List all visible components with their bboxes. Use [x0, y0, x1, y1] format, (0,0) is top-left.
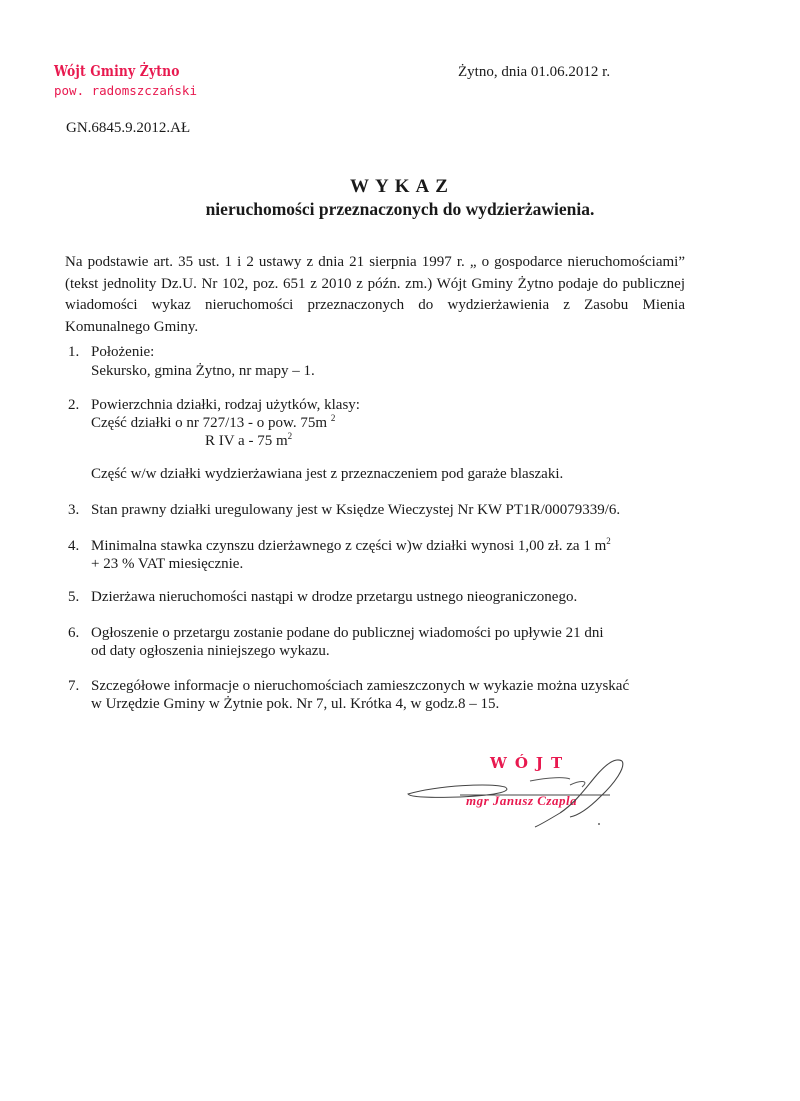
item-line: R IV a - 75 $m^2$ [205, 431, 293, 449]
item-line: Dzierżawa nieruchomości nastąpi w drodze przetargu ustnego nieograniczonego. [91, 589, 578, 605]
stamp-subtitle: pow. radomszczański [54, 83, 197, 98]
item-number: 4. [68, 538, 80, 554]
header-stamp [54, 62, 207, 98]
item-line: Szczegółowe informacje o nieruchomościach zamieszczonych w wykazie można uzyskać [91, 678, 630, 694]
signature-title: WÓJT [490, 754, 571, 772]
document-title: WYKAZ [350, 176, 454, 197]
stamp-title: Wójt Gminy Żytno [54, 62, 180, 80]
signature-name: mgr Janusz Czapla [466, 793, 578, 808]
item-number: 6. [68, 625, 80, 641]
intro-paragraph: Na podstawie art. 35 ust. 1 i 2 ustawy z dnia 21 sierpnia 1997 r. „ o gospodarce nieruchomościami” (tekst jednolity Dz.U. Nr 102, poz. 651 z 2010 z późn. zm.) Wójt Gminy Żytno podaje do publicznej wiadomości wykaz nieruchomości przeznaczonych do wydzierżawienia z Zasobu Mienia Komunalnego Gminy. [65, 254, 685, 335]
item-line: Ogłoszenie o przetargu zostanie podane do publicznej wiadomości po upływie 21 dni [91, 625, 604, 641]
item-number: 7. [68, 678, 80, 694]
item-line: Powierzchnia działki, rodzaj użytków, klasy: [91, 397, 360, 413]
document-subtitle: nieruchomości przeznaczonych do wydzierżawienia. [205, 199, 595, 219]
item-number: 2. [68, 397, 80, 413]
item-number: 1. [68, 344, 80, 360]
item-line: Położenie: [91, 344, 155, 360]
item-line: Część działki o nr 727/13 - o pow. 75m $^2$ [91, 413, 336, 431]
ink-speck [598, 823, 600, 825]
handwritten-signature-icon [400, 755, 640, 835]
item-line: Sekursko, gmina Żytno, nr mapy – 1. [91, 363, 315, 379]
item-note: Część w/w działki wydzierżawiana jest z przeznaczeniem pod garaże blaszaki. [91, 466, 564, 482]
document-date: Żytno, dnia 01.06.2012 r. [458, 64, 611, 80]
item-line: Minimalna stawka czynszu dzierżawnego z części w)w działki wynosi 1,00 zł. za 1 $m^2$ [91, 536, 611, 554]
item-line: Stan prawny działki uregulowany jest w Księdze Wieczystej Nr KW PT1R/00079339/6. [91, 502, 621, 518]
reference-number: GN.6845.9.2012.AŁ [66, 120, 191, 136]
item-number: 5. [68, 589, 80, 605]
item-number: 3. [68, 502, 80, 518]
item-line: od daty ogłoszenia niniejszego wykazu. [91, 643, 330, 659]
item-line: + 23 % VAT miesięcznie. [91, 556, 244, 572]
item-line: w Urzędzie Gminy w Żytnie pok. Nr 7, ul. Krótka 4, w godz.8 – 15. [91, 696, 500, 712]
